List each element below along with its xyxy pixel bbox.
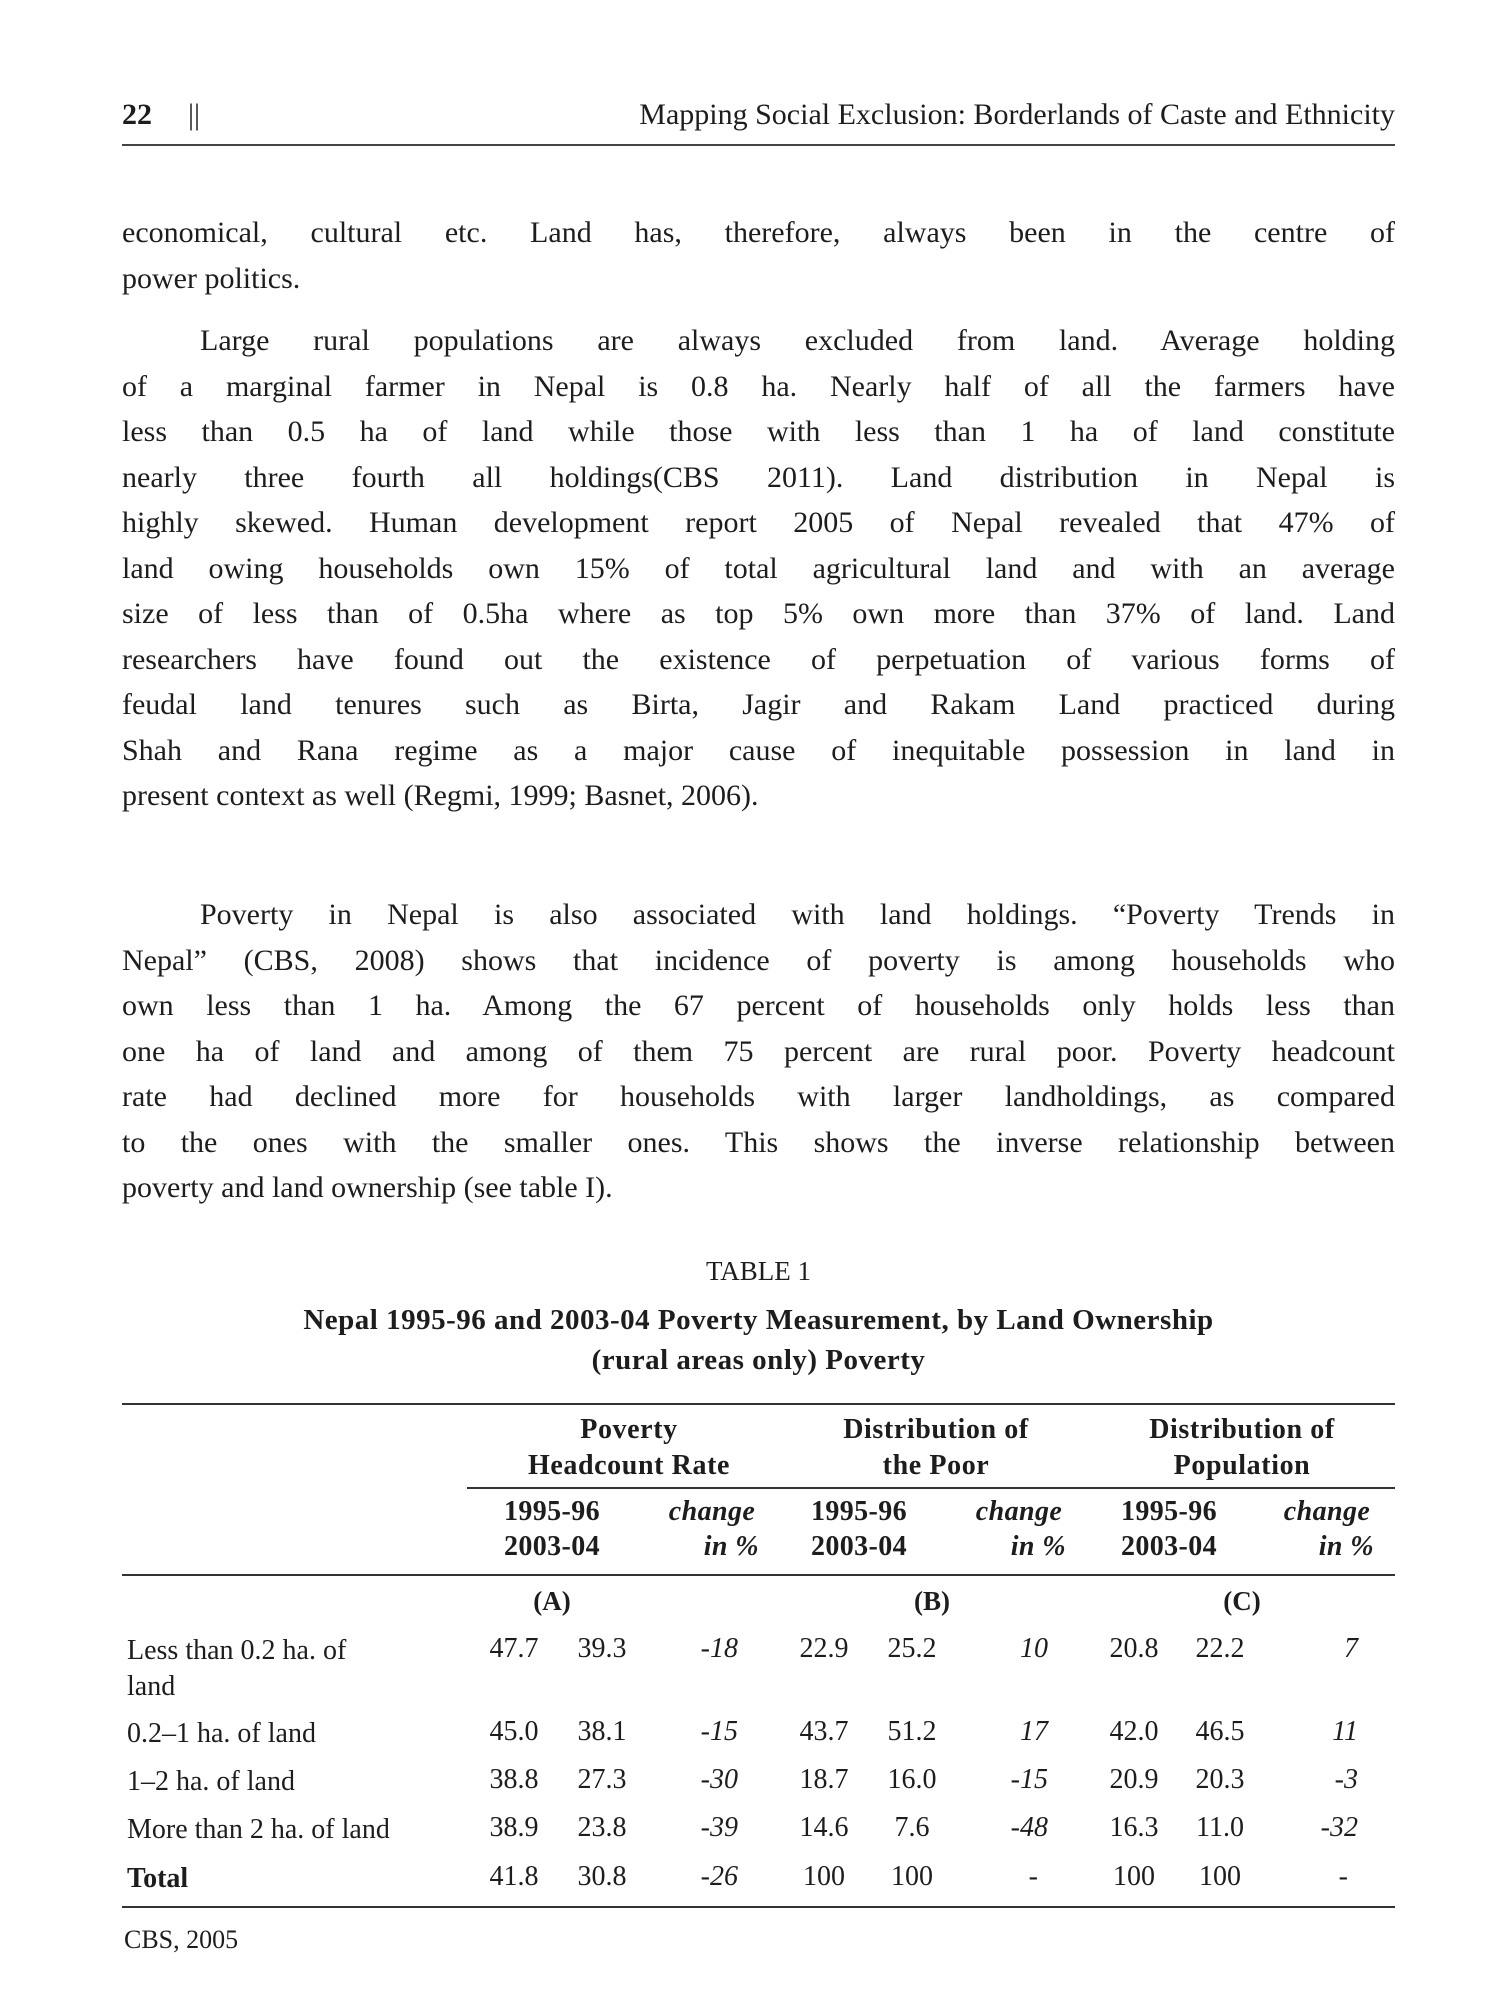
text-line: Shah and Rana regime as a major cause of inequitable possession in land in bbox=[122, 733, 1395, 767]
table-cell-change: 11 bbox=[1332, 1716, 1358, 1747]
book-title: Mapping Social Exclusion: Borderlands of Caste and Ethnicity bbox=[639, 98, 1395, 131]
table-cell: 100 bbox=[1113, 1861, 1155, 1892]
group-code-a: (A) bbox=[533, 1586, 571, 1616]
paragraph-2 bbox=[122, 318, 1395, 819]
subheader-years: 1995-96 2003-04 bbox=[810, 1496, 908, 1562]
text-line: poverty and land ownership (see table I). bbox=[122, 1171, 613, 1204]
table-cell: 51.2 bbox=[887, 1716, 937, 1747]
table-cell-change: -26 bbox=[700, 1861, 738, 1892]
table-cell-change: 17 bbox=[1020, 1716, 1048, 1747]
table-title-line: (rural areas only) Poverty bbox=[591, 1344, 926, 1376]
table-cell-change: - bbox=[1338, 1861, 1348, 1892]
header-bottom-rule bbox=[122, 1574, 1395, 1576]
header-separator: || bbox=[188, 98, 201, 131]
paragraph-1 bbox=[122, 210, 1395, 301]
table-cell: 11.0 bbox=[1196, 1812, 1244, 1843]
text-line: Large rural populations are always excluded from land. Average holding bbox=[200, 324, 1395, 357]
table-cell-change: -15 bbox=[1010, 1764, 1048, 1795]
group-header-rule bbox=[467, 1487, 1395, 1489]
table-cell: 20.8 bbox=[1109, 1633, 1159, 1664]
table-cell: 30.8 bbox=[577, 1861, 627, 1892]
table-cell: 45.0 bbox=[489, 1716, 539, 1747]
subheader-change: change in % bbox=[1283, 1496, 1374, 1562]
table-top-rule bbox=[122, 1403, 1395, 1405]
group-header-distribution-population: Distribution of Population bbox=[1149, 1414, 1335, 1481]
row-label-total: Total bbox=[127, 1863, 189, 1894]
table-cell: 41.8 bbox=[489, 1861, 539, 1892]
text-line: land owing households own 15% of total agricultural land and with an average bbox=[122, 551, 1395, 585]
table-cell: 16.3 bbox=[1109, 1812, 1159, 1843]
table-cell-change: -3 bbox=[1334, 1764, 1358, 1795]
table-cell: 42.0 bbox=[1109, 1716, 1159, 1747]
text-line: one ha of land and among of them 75 percent are rural poor. Poverty headcount bbox=[122, 1034, 1395, 1068]
table-cell-change: -30 bbox=[700, 1764, 738, 1795]
group-header-distribution-poor: Distribution of the Poor bbox=[843, 1414, 1029, 1481]
table-cell: 22.9 bbox=[799, 1633, 849, 1664]
group-code-b: (B) bbox=[914, 1586, 950, 1616]
table-cell-change: - bbox=[1028, 1861, 1038, 1892]
row-label: 1–2 ha. of land bbox=[127, 1766, 295, 1797]
text-line: less than 0.5 ha of land while those with less than 1 ha of land constitute bbox=[122, 415, 1395, 448]
text-line: Nepal” (CBS, 2008) shows that incidence of poverty is among households who bbox=[122, 943, 1395, 977]
table-cell-change: 10 bbox=[1020, 1633, 1048, 1664]
table-source: CBS, 2005 bbox=[124, 1925, 239, 1954]
table-cell: 7.6 bbox=[894, 1812, 930, 1843]
text-line: size of less than of 0.5ha where as top 5% own more than 37% of land. Land bbox=[122, 597, 1395, 630]
table-cell-change: -18 bbox=[700, 1633, 738, 1664]
text-line: to the ones with the smaller ones. This shows the inverse relationship between bbox=[122, 1125, 1395, 1159]
table-cell: 43.7 bbox=[799, 1716, 849, 1747]
table-title bbox=[122, 1300, 1395, 1380]
table-cell: 20.9 bbox=[1109, 1764, 1159, 1795]
subheader-years: 1995-96 2003-04 bbox=[503, 1496, 601, 1562]
book-page bbox=[122, 0, 1395, 2000]
table-cell: 100 bbox=[1199, 1861, 1241, 1892]
table-bottom-rule bbox=[122, 1906, 1395, 1908]
text-line: economical, cultural etc. Land has, therefore, always been in the centre of bbox=[122, 216, 1395, 249]
text-line: researchers have found out the existence of perpetuation of various forms of bbox=[122, 642, 1395, 676]
running-head bbox=[122, 98, 1395, 146]
table-label: TABLE 1 bbox=[705, 1256, 812, 1286]
table-cell: 100 bbox=[891, 1861, 933, 1892]
table-cell: 20.3 bbox=[1195, 1764, 1245, 1795]
text-line: of a marginal farmer in Nepal is 0.8 ha. Nearly half of all the farmers have bbox=[122, 369, 1395, 403]
paragraph-3 bbox=[122, 892, 1395, 1211]
text-line: own less than 1 ha. Among the 67 percent of households only holds less than bbox=[122, 989, 1395, 1022]
subheader-years: 1995-96 2003-04 bbox=[1120, 1496, 1218, 1562]
text-line: rate had declined more for households with larger landholdings, as compared bbox=[122, 1080, 1395, 1113]
table-cell-change: -39 bbox=[700, 1812, 738, 1843]
table-title-line: Nepal 1995-96 and 2003-04 Poverty Measurement, by Land Ownership bbox=[303, 1304, 1214, 1336]
table-cell: 25.2 bbox=[887, 1633, 937, 1664]
table-cell: 23.8 bbox=[577, 1812, 627, 1843]
table-cell: 38.9 bbox=[489, 1812, 539, 1843]
table-cell: 100 bbox=[803, 1861, 845, 1892]
table-cell-change: -48 bbox=[1010, 1812, 1048, 1843]
group-header-poverty-headcount: Poverty Headcount Rate bbox=[527, 1414, 731, 1481]
subheader-change: change in % bbox=[668, 1496, 759, 1562]
table-cell: 14.6 bbox=[799, 1812, 849, 1843]
table-cell: 46.5 bbox=[1195, 1716, 1245, 1747]
text-line: power politics. bbox=[122, 261, 301, 295]
text-line: present context as well (Regmi, 1999; Basnet, 2006). bbox=[122, 779, 759, 812]
group-code-c: (C) bbox=[1223, 1586, 1261, 1616]
table-cell: 27.3 bbox=[577, 1764, 627, 1795]
row-label: Less than 0.2 ha. of land bbox=[127, 1635, 347, 1702]
table-cell: 47.7 bbox=[489, 1633, 539, 1664]
table-cell: 22.2 bbox=[1195, 1633, 1245, 1664]
table-cell: 38.1 bbox=[577, 1716, 627, 1747]
subheader-change: change in % bbox=[975, 1496, 1066, 1562]
text-line: Poverty in Nepal is also associated with land holdings. “Poverty Trends in bbox=[200, 898, 1395, 931]
text-line: feudal land tenures such as Birta, Jagir and Rakam Land practiced during bbox=[122, 688, 1395, 721]
table-cell-change: 7 bbox=[1344, 1633, 1358, 1664]
text-line: nearly three fourth all holdings(CBS 2011). Land distribution in Nepal is bbox=[122, 460, 1395, 494]
text-line: highly skewed. Human development report 2005 of Nepal revealed that 47% of bbox=[122, 506, 1395, 539]
table-cell: 39.3 bbox=[577, 1633, 627, 1664]
table-cell: 38.8 bbox=[489, 1764, 539, 1795]
table-cell-change: -15 bbox=[700, 1716, 738, 1747]
table-cell: 18.7 bbox=[799, 1764, 849, 1795]
row-label: More than 2 ha. of land bbox=[127, 1814, 390, 1845]
table-cell-change: -32 bbox=[1320, 1812, 1358, 1843]
table-cell: 16.0 bbox=[887, 1764, 937, 1795]
page-number: 22 bbox=[122, 98, 152, 131]
row-label: 0.2–1 ha. of land bbox=[127, 1718, 316, 1749]
